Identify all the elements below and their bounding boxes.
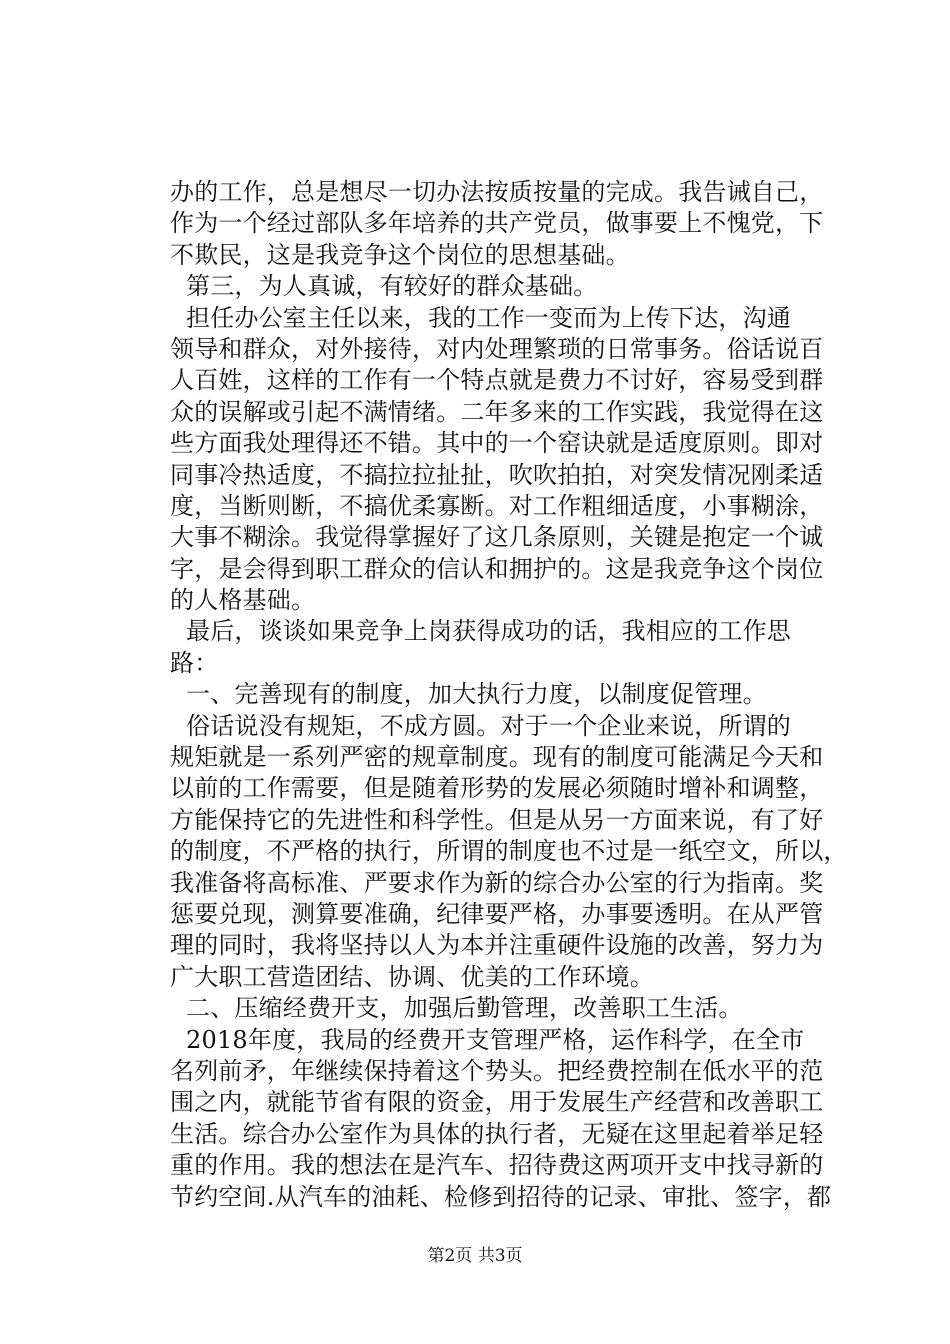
- text-line: 一、完善现有的制度，加大执行力度，以制度促管理。: [186, 680, 767, 709]
- text-line: 领导和群众，对外接待，对内处理繁琐的日常事务。俗话说百: [170, 334, 824, 363]
- text-line: 重的作用。我的想法在是汽车、招待费这两项开支中找寻新的: [170, 1151, 824, 1180]
- text-line: 我准备将高标准、严要求作为新的综合办公室的行为指南。奖: [170, 868, 824, 897]
- text-line: 不欺民，这是我竞争这个岗位的思想基础。: [170, 240, 630, 269]
- text-line: 节约空间.从汽车的油耗、检修到招待的记录、审批、签字，都: [170, 1182, 832, 1211]
- text-line: 的人格基础。: [170, 586, 316, 615]
- text-line: 的制度，不严格的执行，所谓的制度也不过是一纸空文，所以，: [170, 837, 848, 866]
- text-line: 同事冷热适度，不搞拉拉扯扯，吹吹拍拍，对突发情况刚柔适: [170, 460, 824, 489]
- text-line: 惩要兑现，测算要准确，纪律要严格，办事要透明。在从严管: [170, 899, 824, 928]
- text-line: 字，是会得到职工群众的信认和拥护的。这是我竞争这个岗位: [170, 554, 824, 583]
- document-body: [170, 177, 848, 1213]
- text-line: 广大职工营造团结、协调、优美的工作环境。: [170, 962, 654, 991]
- text-line: 以前的工作需要，但是随着形势的发展必须随时增补和调整，: [170, 774, 824, 803]
- text-line: 度，当断则断，不搞优柔寡断。对工作粗细适度，小事糊涂，: [170, 491, 824, 520]
- text-line: 大事不糊涂。我觉得掌握好了这几条原则，关键是抱定一个诚: [170, 523, 824, 552]
- text-line: 2018年度，我局的经费开支管理严格，运作科学，在全市: [186, 1025, 805, 1054]
- text-line: 最后，谈谈如果竞争上岗获得成功的话，我相应的工作思: [186, 617, 791, 646]
- text-line: 俗话说没有规矩，不成方圆。对于一个企业来说，所谓的: [186, 711, 791, 740]
- text-line: 作为一个经过部队多年培养的共产党员，做事要上不愧党，下: [170, 209, 824, 238]
- text-line: 路：: [170, 648, 219, 677]
- text-line: 众的误解或引起不满情绪。二年多来的工作实践，我觉得在这: [170, 397, 824, 426]
- text-line: 围之内，就能节省有限的资金，用于发展生产经营和改善职工: [170, 1088, 824, 1117]
- text-line: 名列前矛，年继续保持着这个势头。把经费控制在低水平的范: [170, 1056, 824, 1085]
- text-line: 人百姓，这样的工作有一个特点就是费力不讨好，容易受到群: [170, 366, 824, 395]
- text-line: 生活。综合办公室作为具体的执行者，无疑在这里起着举足轻: [170, 1119, 824, 1148]
- page-number-footer: 第2页 共3页: [427, 1246, 523, 1266]
- text-line: 方能保持它的先进性和科学性。但是从另一方面来说，有了好: [170, 805, 824, 834]
- text-line: 些方面我处理得还不错。其中的一个窑诀就是适度原则。即对: [170, 429, 824, 458]
- text-line: 担任办公室主任以来，我的工作一变而为上传下达，沟通: [186, 303, 791, 332]
- text-line: 规矩就是一系列严密的规章制度。现有的制度可能满足今天和: [170, 743, 824, 772]
- text-line: 第三，为人真诚，有较好的群众基础。: [186, 272, 598, 301]
- text-line: 理的同时，我将坚持以人为本并注重硬件设施的改善，努力为: [170, 931, 824, 960]
- text-line: 二、压缩经费开支，加强后勤管理，改善职工生活。: [186, 994, 743, 1023]
- text-line: 办的工作，总是想尽一切办法按质按量的完成。我告诫自己，: [170, 178, 824, 206]
